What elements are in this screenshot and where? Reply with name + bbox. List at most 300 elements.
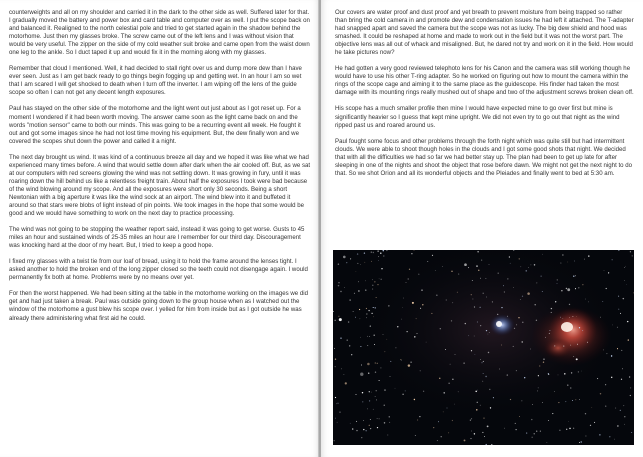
star (504, 428, 505, 429)
star (515, 423, 516, 424)
star (578, 287, 579, 288)
star (340, 337, 341, 338)
star (409, 269, 410, 270)
star (397, 326, 398, 327)
star (498, 273, 499, 274)
star (486, 278, 487, 279)
star (335, 418, 336, 419)
star (624, 280, 625, 281)
star (483, 361, 484, 362)
star (367, 363, 370, 366)
star (599, 434, 600, 435)
star (489, 264, 490, 265)
star (572, 316, 573, 317)
star (630, 251, 631, 252)
star (488, 334, 489, 335)
star (474, 306, 475, 307)
star (387, 435, 388, 436)
star (454, 404, 455, 405)
star (417, 333, 418, 334)
star (373, 316, 374, 317)
star (600, 317, 601, 318)
star (344, 287, 345, 288)
paragraph: I fixed my glasses with a twist tie from our loaf of bread, using it to hold the frame around the lenses tight. I asked another to hold the broken end of the long zipper closed so the teeth could not disengage again. I would permanently fix both at home. Problems were by no means over yet. (9, 258, 308, 282)
star (334, 440, 335, 441)
star (633, 292, 634, 293)
star (588, 302, 589, 303)
star (337, 403, 338, 404)
star (612, 259, 613, 260)
star (542, 402, 543, 403)
star (389, 416, 390, 417)
star (338, 316, 339, 317)
star (600, 393, 601, 394)
star (381, 279, 382, 280)
star (530, 264, 531, 265)
star (346, 262, 347, 263)
star (481, 260, 482, 261)
star (423, 391, 424, 392)
star (504, 291, 505, 292)
star (483, 293, 484, 294)
star (414, 336, 415, 337)
star (383, 334, 384, 335)
star (360, 337, 361, 338)
star (587, 342, 588, 343)
star (334, 348, 335, 349)
star (432, 255, 433, 256)
star (570, 345, 571, 346)
nebula-blue-reflection (489, 314, 515, 336)
star (412, 302, 414, 304)
star (349, 345, 350, 346)
star (605, 406, 606, 407)
star (543, 362, 544, 363)
star (573, 428, 574, 429)
star (422, 304, 423, 305)
star (374, 281, 375, 282)
star (484, 436, 485, 437)
star (408, 278, 409, 279)
star (379, 380, 380, 381)
star (341, 368, 342, 369)
star (548, 373, 549, 374)
star (484, 418, 485, 419)
star (379, 278, 380, 279)
star (618, 309, 619, 310)
star (547, 442, 548, 443)
star (575, 275, 576, 276)
star (623, 405, 624, 406)
star (579, 399, 580, 400)
star (384, 389, 385, 390)
star (380, 367, 381, 368)
star (627, 321, 628, 322)
star (458, 391, 459, 392)
star (576, 316, 577, 317)
star (480, 359, 481, 360)
star (579, 442, 580, 443)
star (365, 290, 366, 291)
star (363, 420, 364, 421)
star (356, 430, 357, 431)
star (378, 284, 379, 285)
star (395, 347, 396, 348)
star (468, 335, 469, 336)
paragraph: counterweights and all on my shoulder and carried it in the dark to the other side as well. Suffered later for that. I gradually moved the battery and power box and card table and computer over as well. I put the scope back on and balanced it. Realigned to the north celestial pole and tried to get started again in the shadow behind the motorhome. Just then my glasses broke. The screw came out of the left lens and I was without vision that would be very useful. The zipper on the side of my cold weather suit broke and came open from the waist down one leg to the ankle. So I duct taped it up and would fix it in the morning along with my glasses. (9, 9, 310, 57)
star (564, 373, 565, 374)
star (380, 252, 381, 253)
paragraph: Remember that cloud I mentioned. Well, it had decided to stall right over us and dump more dew than I have ever seen. Just as I am get back ready to go things begin fogging up and getting wet. In an hour I am so wet that I am scared I will get shocked to death when I turn off the inverter. I am wiping off the lens of the guide scope so often I can not get any decent length exposures. (9, 65, 302, 97)
star (510, 399, 511, 400)
star (441, 436, 442, 437)
star (370, 419, 371, 420)
star (361, 437, 362, 438)
star (352, 428, 354, 430)
star (356, 271, 357, 272)
star (477, 251, 478, 252)
star (611, 377, 612, 378)
star (355, 317, 356, 318)
star (499, 369, 500, 370)
star (590, 425, 591, 426)
star (519, 416, 520, 417)
star (558, 375, 559, 376)
star (420, 308, 421, 309)
star (541, 276, 542, 277)
star (625, 266, 626, 267)
star (538, 387, 539, 388)
star (376, 297, 377, 298)
star (378, 251, 379, 252)
star (621, 379, 622, 380)
star (534, 433, 535, 434)
star (542, 291, 543, 292)
star (514, 328, 515, 329)
star (591, 407, 592, 408)
star (557, 283, 558, 284)
star (406, 282, 407, 283)
star (507, 374, 508, 375)
star (513, 346, 514, 347)
paragraph: Paul has stayed on the other side of the motorhome and the light went out just about as I got reset up. For a moment I wondered if it had been worth moving. The answer came soon as the light came back on and the words "motion sensor" came to both our minds. This was going to be a recurring event all week. He fought it out and got some images since he had not lost time moving his equipment. But, the dew finally won and we covered the scopes shut down the power and called it a night. (9, 105, 301, 145)
star (364, 252, 365, 253)
star (366, 317, 367, 318)
star (560, 317, 561, 318)
star (472, 299, 473, 300)
star (483, 373, 484, 374)
star (357, 263, 358, 264)
right-text-column (335, 9, 635, 186)
star (624, 416, 625, 417)
star (368, 310, 369, 311)
star (360, 318, 361, 319)
star (377, 418, 378, 419)
starfield-image (333, 250, 634, 445)
star (618, 250, 619, 251)
star (357, 253, 358, 254)
star (507, 278, 508, 279)
star (370, 325, 371, 326)
star (522, 296, 523, 297)
star (573, 276, 574, 277)
star (353, 311, 354, 312)
star (559, 430, 560, 431)
star (444, 392, 445, 393)
star (513, 287, 514, 288)
star (608, 272, 609, 273)
star (551, 308, 552, 309)
star (594, 422, 595, 423)
star (557, 279, 558, 280)
star (617, 348, 618, 349)
star (482, 432, 483, 433)
star (372, 285, 373, 286)
star (478, 270, 479, 271)
star (419, 416, 420, 417)
star (530, 349, 531, 350)
star (401, 319, 402, 320)
star (376, 399, 377, 400)
star (366, 308, 367, 309)
star (335, 359, 336, 360)
star (588, 255, 589, 256)
star (486, 297, 487, 298)
star (602, 301, 603, 302)
star (480, 278, 481, 279)
star (348, 321, 350, 323)
star (609, 436, 610, 437)
star (578, 371, 579, 372)
star (362, 401, 363, 402)
star (477, 322, 478, 323)
star (516, 370, 517, 371)
star (471, 418, 472, 419)
star (537, 390, 538, 391)
star (575, 288, 576, 289)
star (571, 372, 572, 373)
star (378, 260, 379, 261)
star (493, 397, 494, 398)
star (540, 431, 541, 432)
star (566, 429, 567, 430)
star (452, 379, 453, 380)
star (582, 284, 583, 285)
star (471, 431, 472, 432)
star (367, 409, 368, 410)
star (372, 289, 373, 290)
star (338, 282, 339, 283)
star (611, 355, 612, 356)
paragraph: The next day brought us wind. It was kind of a continuous breeze all day and we hoped it was like what we had experienced many times before. A wind that would settle down after dark when the air cooled off. But, as we sat at our computers with red screens glowing the wind was not settling down. It was growing in fury, until it was roaring down the hill behind us like a relentless freight train. About half the exposures I took were bad because of the wind blowing around my scope. And all the exposures were short only 30 seconds. Being a short Newtonian with a big aperture it was like the wind sock at an airport. The wind blew into it and buffeted it around so that stars were blobs of light instead of pin points. We took images in the hope that some would be good and we would have something to work on the next day to practice processing. (9, 153, 311, 218)
star (558, 402, 559, 403)
star (379, 418, 380, 419)
star (426, 342, 427, 343)
paragraph: His scope has a much smaller profile then mine I would have expected mine to go over first but mine is significantly heavier so I guess that kept mine upright. We did not even try to go out that night as the wind ripped past us and roared around us. (335, 105, 620, 129)
star (451, 320, 452, 321)
star (552, 413, 553, 414)
star (575, 399, 576, 400)
star (336, 403, 337, 404)
star (631, 432, 632, 433)
star (471, 350, 472, 351)
star (548, 420, 549, 421)
star (366, 430, 367, 431)
star (360, 346, 361, 347)
star (418, 274, 419, 275)
star (410, 361, 411, 362)
star (390, 376, 391, 377)
star (470, 420, 471, 421)
star (344, 374, 345, 375)
star (443, 412, 444, 413)
star (515, 429, 516, 430)
star (465, 323, 466, 324)
star (532, 437, 533, 438)
star (386, 339, 387, 340)
star (501, 307, 502, 308)
star (481, 362, 482, 363)
star (350, 423, 351, 424)
star (383, 255, 384, 256)
star (440, 328, 441, 329)
star (597, 378, 598, 379)
star (354, 293, 355, 294)
star (375, 396, 376, 397)
star (402, 394, 403, 395)
star (385, 351, 386, 352)
star (561, 290, 562, 291)
star (415, 435, 416, 436)
star (377, 427, 378, 428)
star (335, 397, 336, 398)
star (411, 253, 412, 254)
star (503, 285, 504, 286)
star (584, 259, 585, 260)
star (605, 384, 606, 385)
star (345, 382, 347, 384)
paragraph: Paul fought some focus and other problems through the forth night which was quite still but had intermittent clouds. We were able to shoot though holes in the clouds and I got some good shots that night. We decided that with all the difficulties we had so far we had better stay up. The plan had been to get up late for after sleeping in one of the nights and shoot the object that rose before dawn. We might not get the next night to do that. So we shot Orion and all its wonderful objects and the Pleiades and finally went to bed at 5:30 am. (335, 137, 633, 177)
star (359, 309, 360, 310)
star (472, 280, 473, 281)
star (567, 262, 568, 263)
star (356, 421, 357, 422)
astrophoto-orion-nebula (333, 250, 634, 445)
star (369, 400, 370, 401)
star (617, 425, 618, 426)
star (606, 288, 607, 289)
star (388, 305, 389, 306)
star (569, 317, 570, 318)
star (485, 376, 486, 377)
star (624, 267, 625, 268)
star (453, 303, 454, 304)
star (373, 409, 374, 410)
star (477, 402, 478, 403)
star (361, 364, 362, 365)
star (373, 335, 374, 336)
star (551, 312, 552, 313)
star (516, 325, 517, 326)
star (629, 376, 630, 377)
star (532, 404, 533, 405)
star (360, 264, 361, 265)
paragraph: Our covers are water proof and dust proof and yet breath to prevent moisture from being trapped so rather than bring the cold camera in and promote dew and condensation issues he had left it attached. The T-adapter had snapped apart and saved the camera but the scope was not as lucky. The big dew shield and hood was smashed. It could be reshaped at home and made to work out in the field but it was not the worst part. The objective lens was all out of whack and misaligned. But, he dared not try and work on it in the field. How would he take pictures now? (335, 9, 634, 57)
star (416, 318, 417, 319)
star (421, 289, 422, 290)
star (573, 356, 574, 357)
star (464, 263, 467, 266)
star (543, 359, 544, 360)
star (536, 320, 537, 321)
star (337, 422, 338, 423)
star (630, 395, 631, 396)
star (350, 258, 351, 259)
star (567, 384, 568, 385)
star (606, 353, 607, 354)
star (510, 263, 511, 264)
star (448, 432, 449, 433)
star (560, 263, 561, 264)
star (568, 421, 569, 422)
star (374, 344, 375, 345)
star (509, 256, 510, 257)
star (362, 392, 363, 393)
star (566, 288, 567, 289)
star (476, 409, 477, 410)
star (490, 407, 491, 408)
star (574, 261, 575, 262)
star (371, 261, 372, 262)
star (572, 400, 573, 401)
star (518, 317, 519, 318)
right-page (321, 0, 643, 457)
star (489, 389, 490, 390)
star (579, 327, 580, 328)
star (581, 371, 582, 372)
star (542, 254, 543, 255)
star (526, 433, 527, 434)
paragraph: The wind was not going to be stopping the weather report said, instead it was going to get worse. Gusts to 45 miles an hour and sustained winds of 25-35 miles an hour are I remember for our third day. Discouragement was knocking hard at the door of my heart. But, I tried to keep a good hope. (9, 226, 305, 250)
star (450, 364, 451, 365)
star (604, 270, 605, 271)
star (536, 431, 537, 432)
star (480, 325, 481, 326)
star (407, 331, 408, 332)
star (549, 330, 550, 331)
star (350, 300, 351, 301)
star (565, 401, 566, 402)
star (623, 298, 624, 299)
star (384, 405, 385, 406)
star (534, 264, 535, 265)
star (384, 422, 385, 423)
star (338, 263, 339, 264)
star (520, 299, 521, 300)
star (366, 314, 367, 315)
star (487, 425, 489, 427)
star (562, 254, 563, 255)
star (480, 307, 481, 308)
star (369, 425, 370, 426)
star (414, 399, 415, 400)
star (457, 292, 458, 293)
star (522, 341, 523, 342)
star (626, 284, 627, 285)
star (620, 313, 621, 314)
star (489, 332, 490, 333)
star (436, 295, 437, 296)
